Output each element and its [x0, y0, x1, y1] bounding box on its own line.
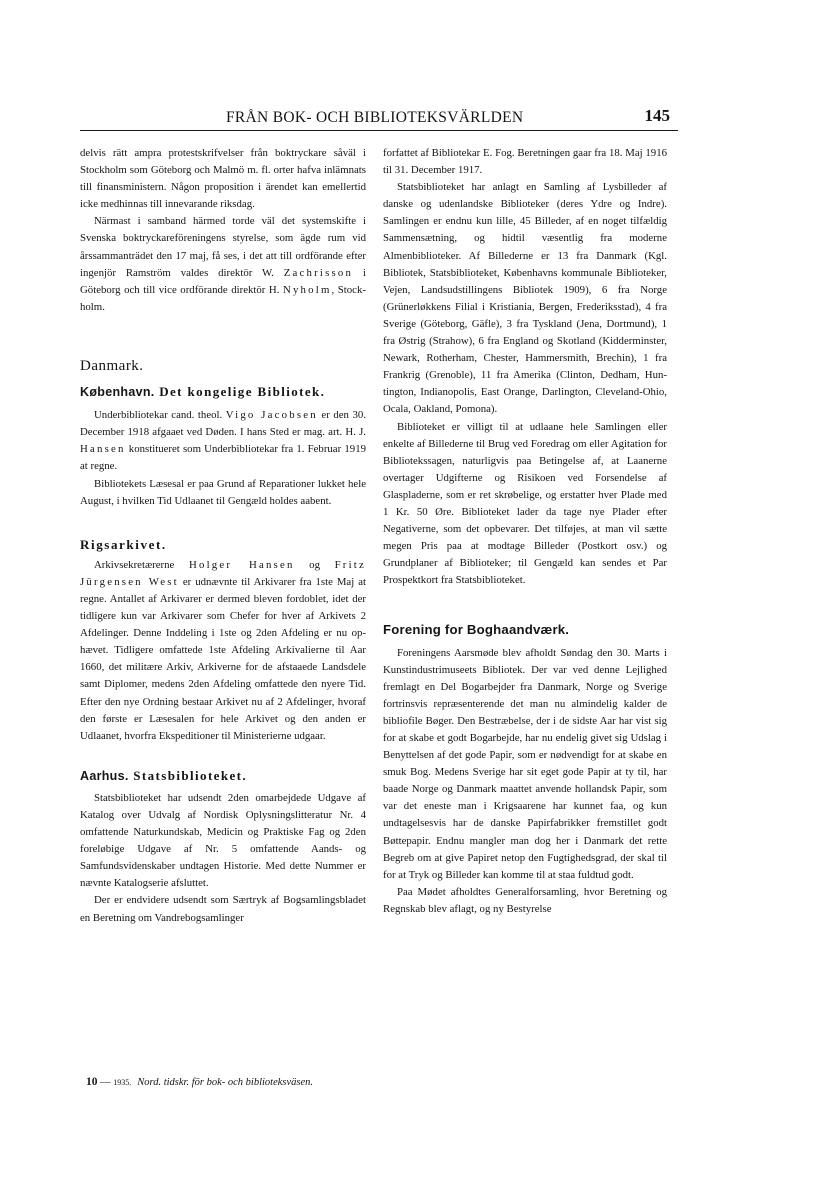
footer-year: 1935.: [113, 1078, 132, 1087]
signature-mark: 10: [86, 1076, 98, 1088]
person-name: Zachrisson: [283, 266, 354, 279]
institution-name: Det kongelige Bibliotek.: [159, 384, 326, 400]
paragraph: Statsbiblioteket har anlagt en Samling af Lysbilleder af danske og udenlandske Biblioteker (deres Ydre og Indre). Samlingen er endnu kun lille, 45 Billeder, af en noget tilfældig Sammensætning, og hidtil væsentlig fra moderne Almenbiblioteker. Af Billederne er 13 fra Danmark (Kgl. Bibliotek, Statsbiblioteket, Københavns kommunale Biblioteker, Vejen, Landsudstillingens Bibliotek 1909), 6 fra Norge (Grünerløkkens Filial i Kristiania, Bergen, Frederiksstad), 4 fra Sverige (Göteborg, Gäfle), 3 fra Tyskland (Jena, Dortmund), 1 fra Østrig (Strahow), 6 fra England og Skotland (Kidderminster, Newark, Rotherham, Chester, Hammersmith, Brechin), 1 fra Frankrig (Grenoble), 11 fra Amerika (Clinton, Dedham, Huntington, Indianopolis, East Orange, Darlington, Cleveland-Ohio, Ocala, Oakland, Pomona).: [383, 181, 667, 416]
right-column: [383, 145, 667, 918]
paragraph: Arkivsekretærerne Holger Hansen og Fritz Jürgensen West er udnævnte til Arkivarer fra 1ste Maj at regne. Antallet af Arkivarer er dermed bleven fordoblet, idet der tidligere kun var Arkivarer som Chefer for hver af Arkivets 2 Afdelinger. Denne Inddeling i 1ste og 2den Afdeling er nu ophævet. Tidligere omfattede 1ste Afdeling Arkivalierne til Aar 1660, det militære Arkiv, Arkiverne for de afstaaede Landsdele samt Diplomer, medens 2den Afdeling omfattede den nyere Tid. Efter den nye Ordning bestaar Arkivet nu af 2 Afdelinger, hvoraf den første er Læsesalen for hele Arkivet og den anden er Udlaanet, hvorfra Ekspeditioner til Ministerierne udgaar.: [80, 558, 366, 742]
page-number: 145: [644, 106, 670, 125]
institution-name: Statsbiblioteket.: [133, 767, 248, 783]
paragraph: Närmast i samband härmed torde väl det systemskifte i Svenska boktryckareföreningens styrelse, som ägde rum vid årssammanträdet den 17 maj, få ses, i det att till ordförande efter ingenjör Ramström valdes direktör W. Zachrisson i Göteborg och till vice ordförande direktör H. Nyholm, Stockholm.: [80, 215, 366, 313]
paragraph: Paa Mødet afholdtes Generalforsamling, hvor Beretning og Regnskab blev aflagt, og ny Bestyrelse: [383, 885, 667, 915]
person-name: Fritz Jürgensen West: [80, 558, 366, 588]
section-heading-forening: Forening for Boghaandværk.: [383, 622, 570, 638]
person-name: Vigo Jacobsen: [225, 409, 318, 422]
subsection-heading-rigsarkivet: Rigsarkivet.: [80, 536, 167, 552]
paragraph: Foreningens Aarsmøde blev afholdt Søndag den 30. Marts i Kunstindustrimuseets Bibliotek. Der var ved denne Lejlighed fremlagt en Del Bogarbejder fra Danmark, Norge og Sverige fortrinsvis repræsenterende det man nu almindelig kalder de bibliofile Bøger. Den Bestræbelse, der i de sidste Aar har vist sig for at skabe et godt Bogarbejde, har nu endelig givet sig Udslag i Benyttelsen af det gode Papir, som er nødvendigt for at skabe en smuk Bog. Medens Sverige har sit eget gode Papir at ty til, har baade Norge og Danmark maattet anvende hollandsk Papir, som var det eneste man i Krigsaarene har kunnet faa, og kun undtagelsesvis har de danske Papirfabrikker fremstillet godt Bøttepapir. Endnu mangler man dog her i Danmark det rette Begreb om at give Papiret netop den Fugtighedsgrad, der skal til for at Tryk og Billeder kan komme til at staa fuldtud godt.: [383, 646, 667, 881]
running-header: [80, 106, 678, 131]
paragraph: Der er endvidere udsendt som Særtryk af Bogsamlingsbladet en Beretning om Vandrebogsamlinger: [80, 894, 366, 924]
paragraph: delvis rätt ampra protestskrifvelser från boktryckare såväl i Stockholm som Göteborg och Malmö m. fl. orter hafva inlämnats till finansministern. Någon proposition i ärendet kan emellertid icke medhinnas till innevarande riksdag.: [80, 147, 366, 211]
left-column: [80, 145, 366, 927]
subsection-heading-kobenhavn: [80, 383, 366, 401]
header-title: FRÅN BOK- OCH BIBLIOTEKSVÄRLDEN: [226, 109, 524, 126]
place-name: Aarhus.: [80, 768, 129, 783]
place-name: København.: [80, 385, 155, 400]
journal-title: Nord. tidskr. för bok- och biblioteksväsen.: [137, 1077, 314, 1088]
subsection-heading-aarhus: [80, 767, 366, 785]
paragraph: Bibliotekets Læsesal er paa Grund af Reparationer lukket hele August, i hvilken Tid Udlaanet til Gengæld holdes aabent.: [80, 477, 366, 507]
paragraph: forfattet af Bibliotekar E. Fog. Beretningen gaar fra 18. Maj 1916 til 31. December 1917.: [383, 147, 667, 177]
person-name: Nyholm: [282, 283, 332, 296]
page-footer: 10 — 1935. Nord. tidskr. för bok- och biblioteksväsen.: [86, 1076, 314, 1088]
paragraph: Biblioteket er villigt til at udlaane hele Samlingen eller enkelte af Billederne til Brug ved Foredrag om eller Agitation for Bibliotekssagen, naturligvis paa Betingelse af, at Laanerne overtager Udgifterne og Risikoen ved Forsendelse af Glaspladerne, som er ret skrøbelige, og erstatter hver Plade med 1 Kr. 50 Øre. Biblioteket lader da tage nye Plader efter Negativerne, som det opbevarer. Det tilføjes, at man vil sætte megen Pris paa at modtage Billeder (Postkort osv.) og Grundplaner af Biblioteker; til Gengæld kan sendes et Par Prospektkort fra Statsbiblioteket.: [383, 420, 667, 587]
paragraph: Underbibliotekar cand. theol. Vigo Jacobsen er den 30. December 1918 afgaaet ved Døden. I hans Sted er mag. art. H. J. Hansen konstitueret som Underbibliotekar fra 1. Februar 1919 at regne.: [80, 409, 366, 473]
paragraph: Statsbiblioteket har udsendt 2den omarbejdede Udgave af Katalog over Udvalg af Nordisk Oplysningslitteratur Nr. 4 omfattende Naturkundskab, Medicin og Praktiske Fag og 2den foreløbige Udgave af Nr. 5 omfattende Aands- og Samfundsvidenskaber undtagen Historie. Med dette Nummer er nævnte Katalogserie afsluttet.: [80, 791, 366, 890]
person-name: Hansen: [80, 443, 126, 456]
person-name: Holger Hansen: [188, 558, 295, 571]
section-heading-danmark: Danmark.: [80, 357, 144, 374]
